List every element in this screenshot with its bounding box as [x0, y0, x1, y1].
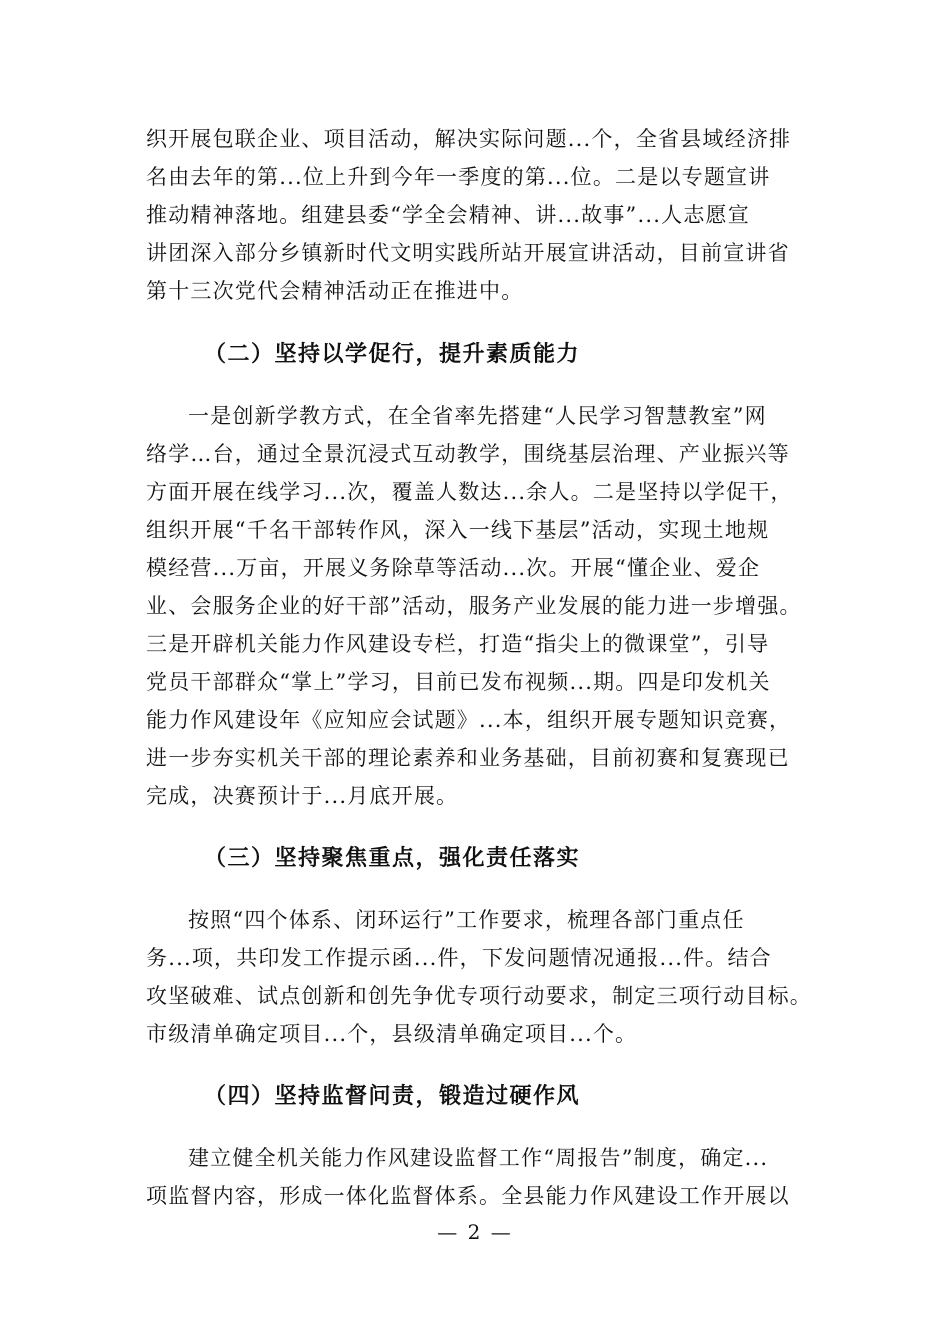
- paragraph-line: 市级清单确定项目...个，县级清单确定项目...个。: [146, 1022, 638, 1046]
- page-number: — 2 —: [437, 1220, 513, 1244]
- paragraph-line: 能力作风建设年《应知应会试题》...本，组织开展专题知识竞赛，: [146, 708, 792, 732]
- paragraph-line: 络学…台，通过全景沉浸式互动教学，围绕基层治理、产业振兴等: [146, 442, 790, 466]
- paragraph-line: 方面开展在线学习...次，覆盖人数达...余人。二是坚持以学促干，: [146, 480, 793, 504]
- paragraph-line: 模经营...万亩，开展义务除草等活动...次。开展“懂企业、爱企: [146, 556, 761, 580]
- paragraph-line: 进一步夯实机关干部的理论素养和业务基础，目前初赛和复赛现已: [146, 746, 790, 770]
- section-heading-3: （三）坚持聚焦重点，强化责任落实: [204, 845, 581, 871]
- paragraph-line: 推动精神落地。组建县委“学全会精神、讲...故事”...人志愿宣: [146, 203, 750, 227]
- paragraph-line: 完成，决赛预计于...月底开展。: [146, 784, 459, 808]
- paragraph-line: 第十三次党代会精神活动正在推进中。: [146, 279, 524, 303]
- paragraph-line: 业、会服务企业的好干部”活动，服务产业发展的能力进一步增强。: [146, 594, 802, 618]
- section-heading-4: （四）坚持监督问责，锻造过硬作风: [204, 1083, 581, 1109]
- paragraph-line: 名由去年的第...位上升到今年一季度的第...位。二是以专题宣讲: [146, 165, 771, 189]
- paragraph-line: 建立健全机关能力作风建设监督工作“周报告”制度，确定...: [188, 1146, 769, 1170]
- paragraph-line: 一是创新学教方式，在全省率先搭建“人民学习智慧教室”网: [188, 404, 767, 428]
- paragraph-line: 讲团深入部分乡镇新时代文明实践所站开展宣讲活动，目前宣讲省: [146, 241, 790, 265]
- paragraph-line: 务...项，共印发工作提示函...件，下发问题情况通报...件。结合: [146, 946, 772, 970]
- section-heading-2: （二）坚持以学促行，提升素质能力: [204, 341, 581, 367]
- paragraph-line: 三是开辟机关能力作风建设专栏，打造“指尖上的微课堂”，引导: [146, 632, 770, 656]
- paragraph-line: 织开展包联企业、项目活动，解决实际问题...个，全省县域经济排: [146, 127, 792, 151]
- paragraph-line: 攻坚破难、试点创新和创先争优专项行动要求，制定三项行动目标。: [146, 984, 812, 1008]
- paragraph-line: 组织开展“千名干部转作风，深入一线下基层”活动，实现土地规: [146, 518, 770, 542]
- paragraph-line: 按照“四个体系、闭环运行”工作要求，梳理各部门重点任: [188, 908, 745, 932]
- paragraph-line: 党员干部群众“掌上”学习，目前已发布视频...期。四是印发机关: [146, 670, 771, 694]
- paragraph-line: 项监督内容，形成一体化监督体系。全县能力作风建设工作开展以: [146, 1184, 790, 1208]
